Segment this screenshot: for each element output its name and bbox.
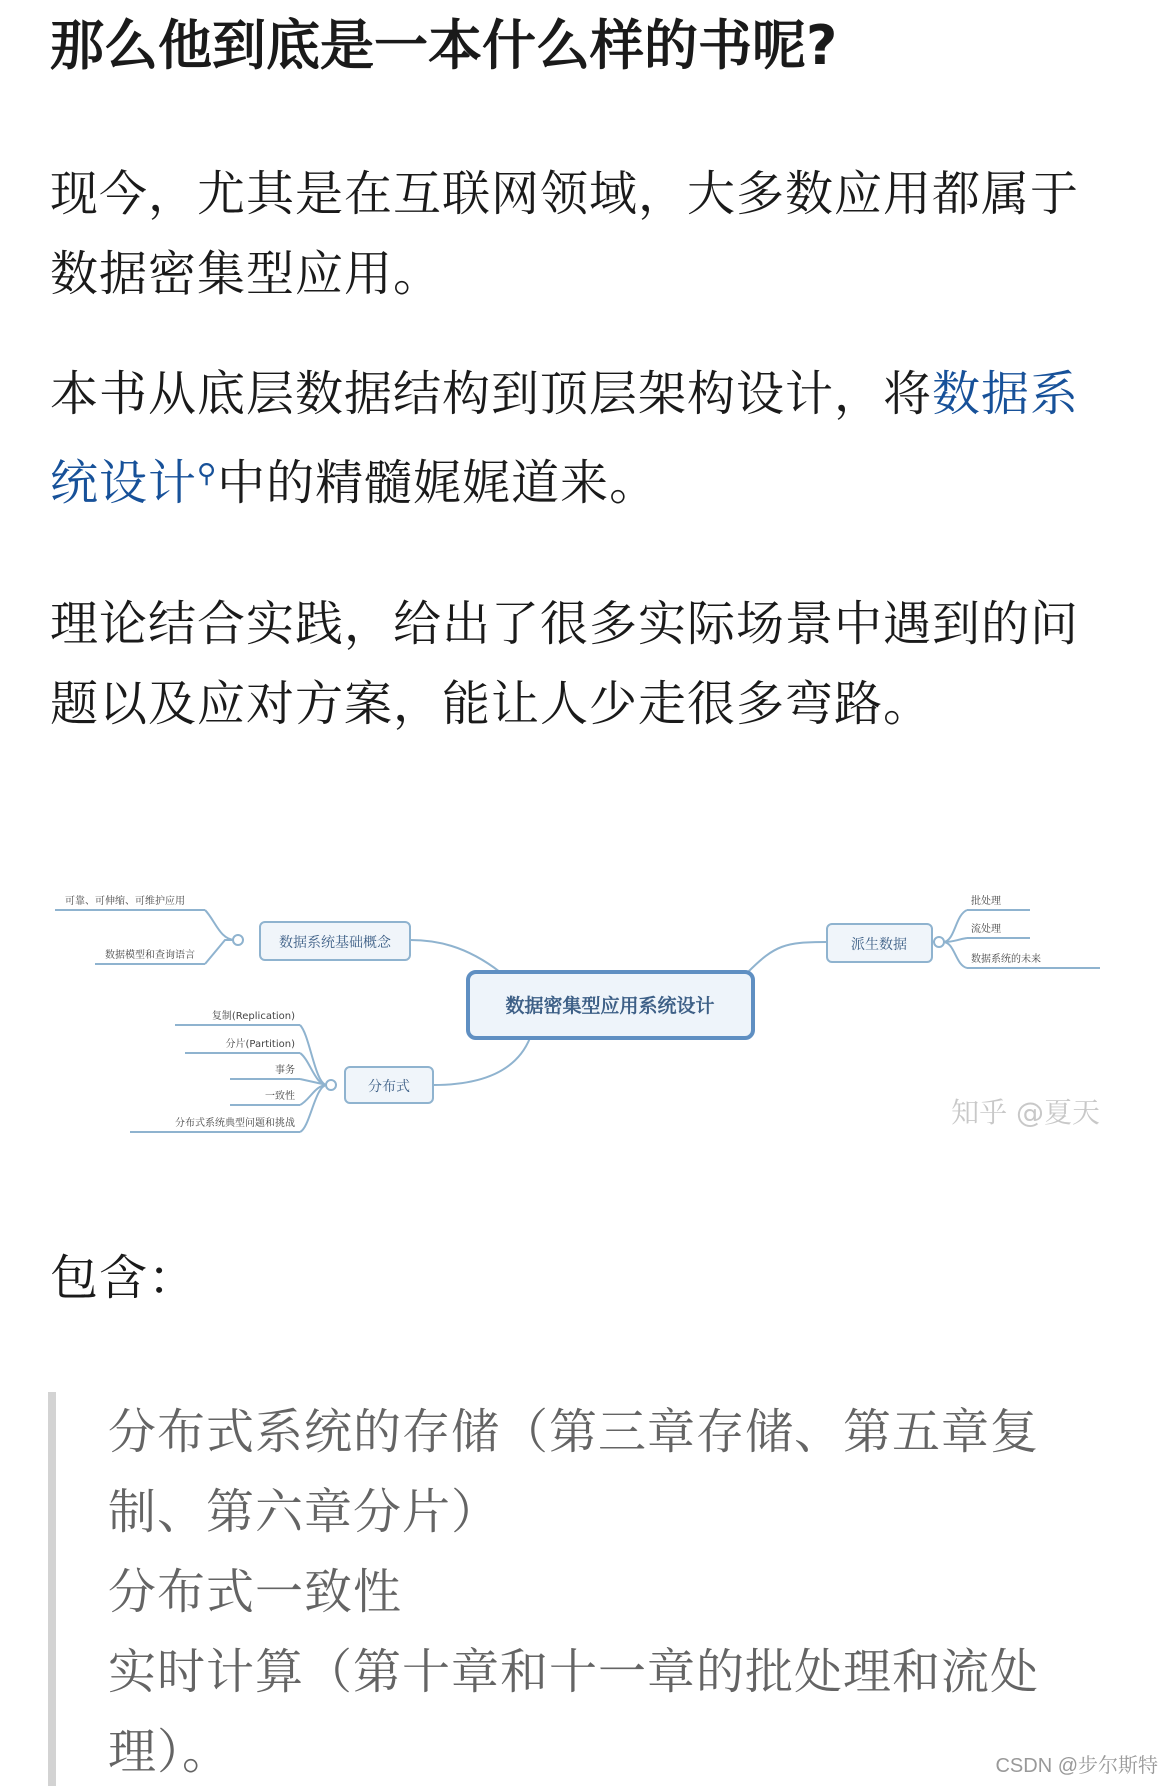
paragraph-intro: 现今，尤其是在互联网领域，大多数应用都属于数据密集型应用。 <box>50 166 1080 302</box>
mindmap-leaf: 一致性 <box>265 1091 295 1102</box>
mindmap-node-dot <box>233 935 243 945</box>
mindmap-leaf: 事务 <box>275 1065 295 1076</box>
quote-line: 制、第六章分片） <box>108 1484 501 1540</box>
quote-line: 理）。 <box>108 1724 232 1780</box>
mindmap-node-basics-label: 数据系统基础概念 <box>279 935 391 951</box>
paragraph-practice: 理论结合实践，给出了很多实际场景中遇到的问题以及应对方案，能让人少走很多弯路。 <box>50 596 1080 732</box>
search-icon[interactable]: ⚲ <box>197 459 218 489</box>
mindmap-center-label: 数据密集型应用系统设计 <box>505 995 715 1017</box>
csdn-watermark: CSDN @步尔斯特 <box>995 1755 1158 1777</box>
mindmap-image <box>55 860 1105 1170</box>
paragraph-book-desc <box>50 354 1120 523</box>
mindmap-leaf: 分片(Partition) <box>225 1039 295 1050</box>
paragraph-book-desc-after: 中的精髓娓娓道来。 <box>217 455 659 511</box>
quote-line: 分布式一致性 <box>108 1564 403 1620</box>
mindmap-node-dot <box>934 937 944 947</box>
data-system-design-link[interactable]: 数据系统设计 <box>50 366 1080 511</box>
mindmap-leaf: 数据模型和查询语言 <box>105 950 195 961</box>
mindmap-node-dot <box>326 1080 336 1090</box>
article-heading: 那么他到底是一本什么样的书呢? <box>50 14 838 77</box>
mindmap-leaf: 流处理 <box>971 924 1001 935</box>
paragraph-book-desc-before: 本书从底层数据结构到顶层架构设计，将 <box>50 366 933 422</box>
mindmap-watermark: 知乎 @夏天 <box>951 1096 1100 1129</box>
quote-line: 实时计算（第十章和十一章的批处理和流处 <box>108 1644 1040 1700</box>
mindmap-node-distributed-label: 分布式 <box>368 1079 410 1095</box>
mindmap-leaf: 批处理 <box>971 896 1001 907</box>
mindmap-leaf: 可靠、可伸缩、可维护应用 <box>65 896 185 907</box>
mindmap-leaf: 数据系统的未来 <box>971 954 1041 965</box>
paragraph-contains: 包含： <box>50 1250 198 1306</box>
mindmap-node-derived-label: 派生数据 <box>851 937 907 953</box>
mindmap-leaf: 分布式系统典型问题和挑战 <box>175 1118 295 1129</box>
quote-line: 分布式系统的存储（第三章存储、第五章复 <box>108 1404 1040 1460</box>
contents-blockquote <box>48 1392 1120 1786</box>
mindmap-leaf: 复制(Replication) <box>211 1011 295 1022</box>
